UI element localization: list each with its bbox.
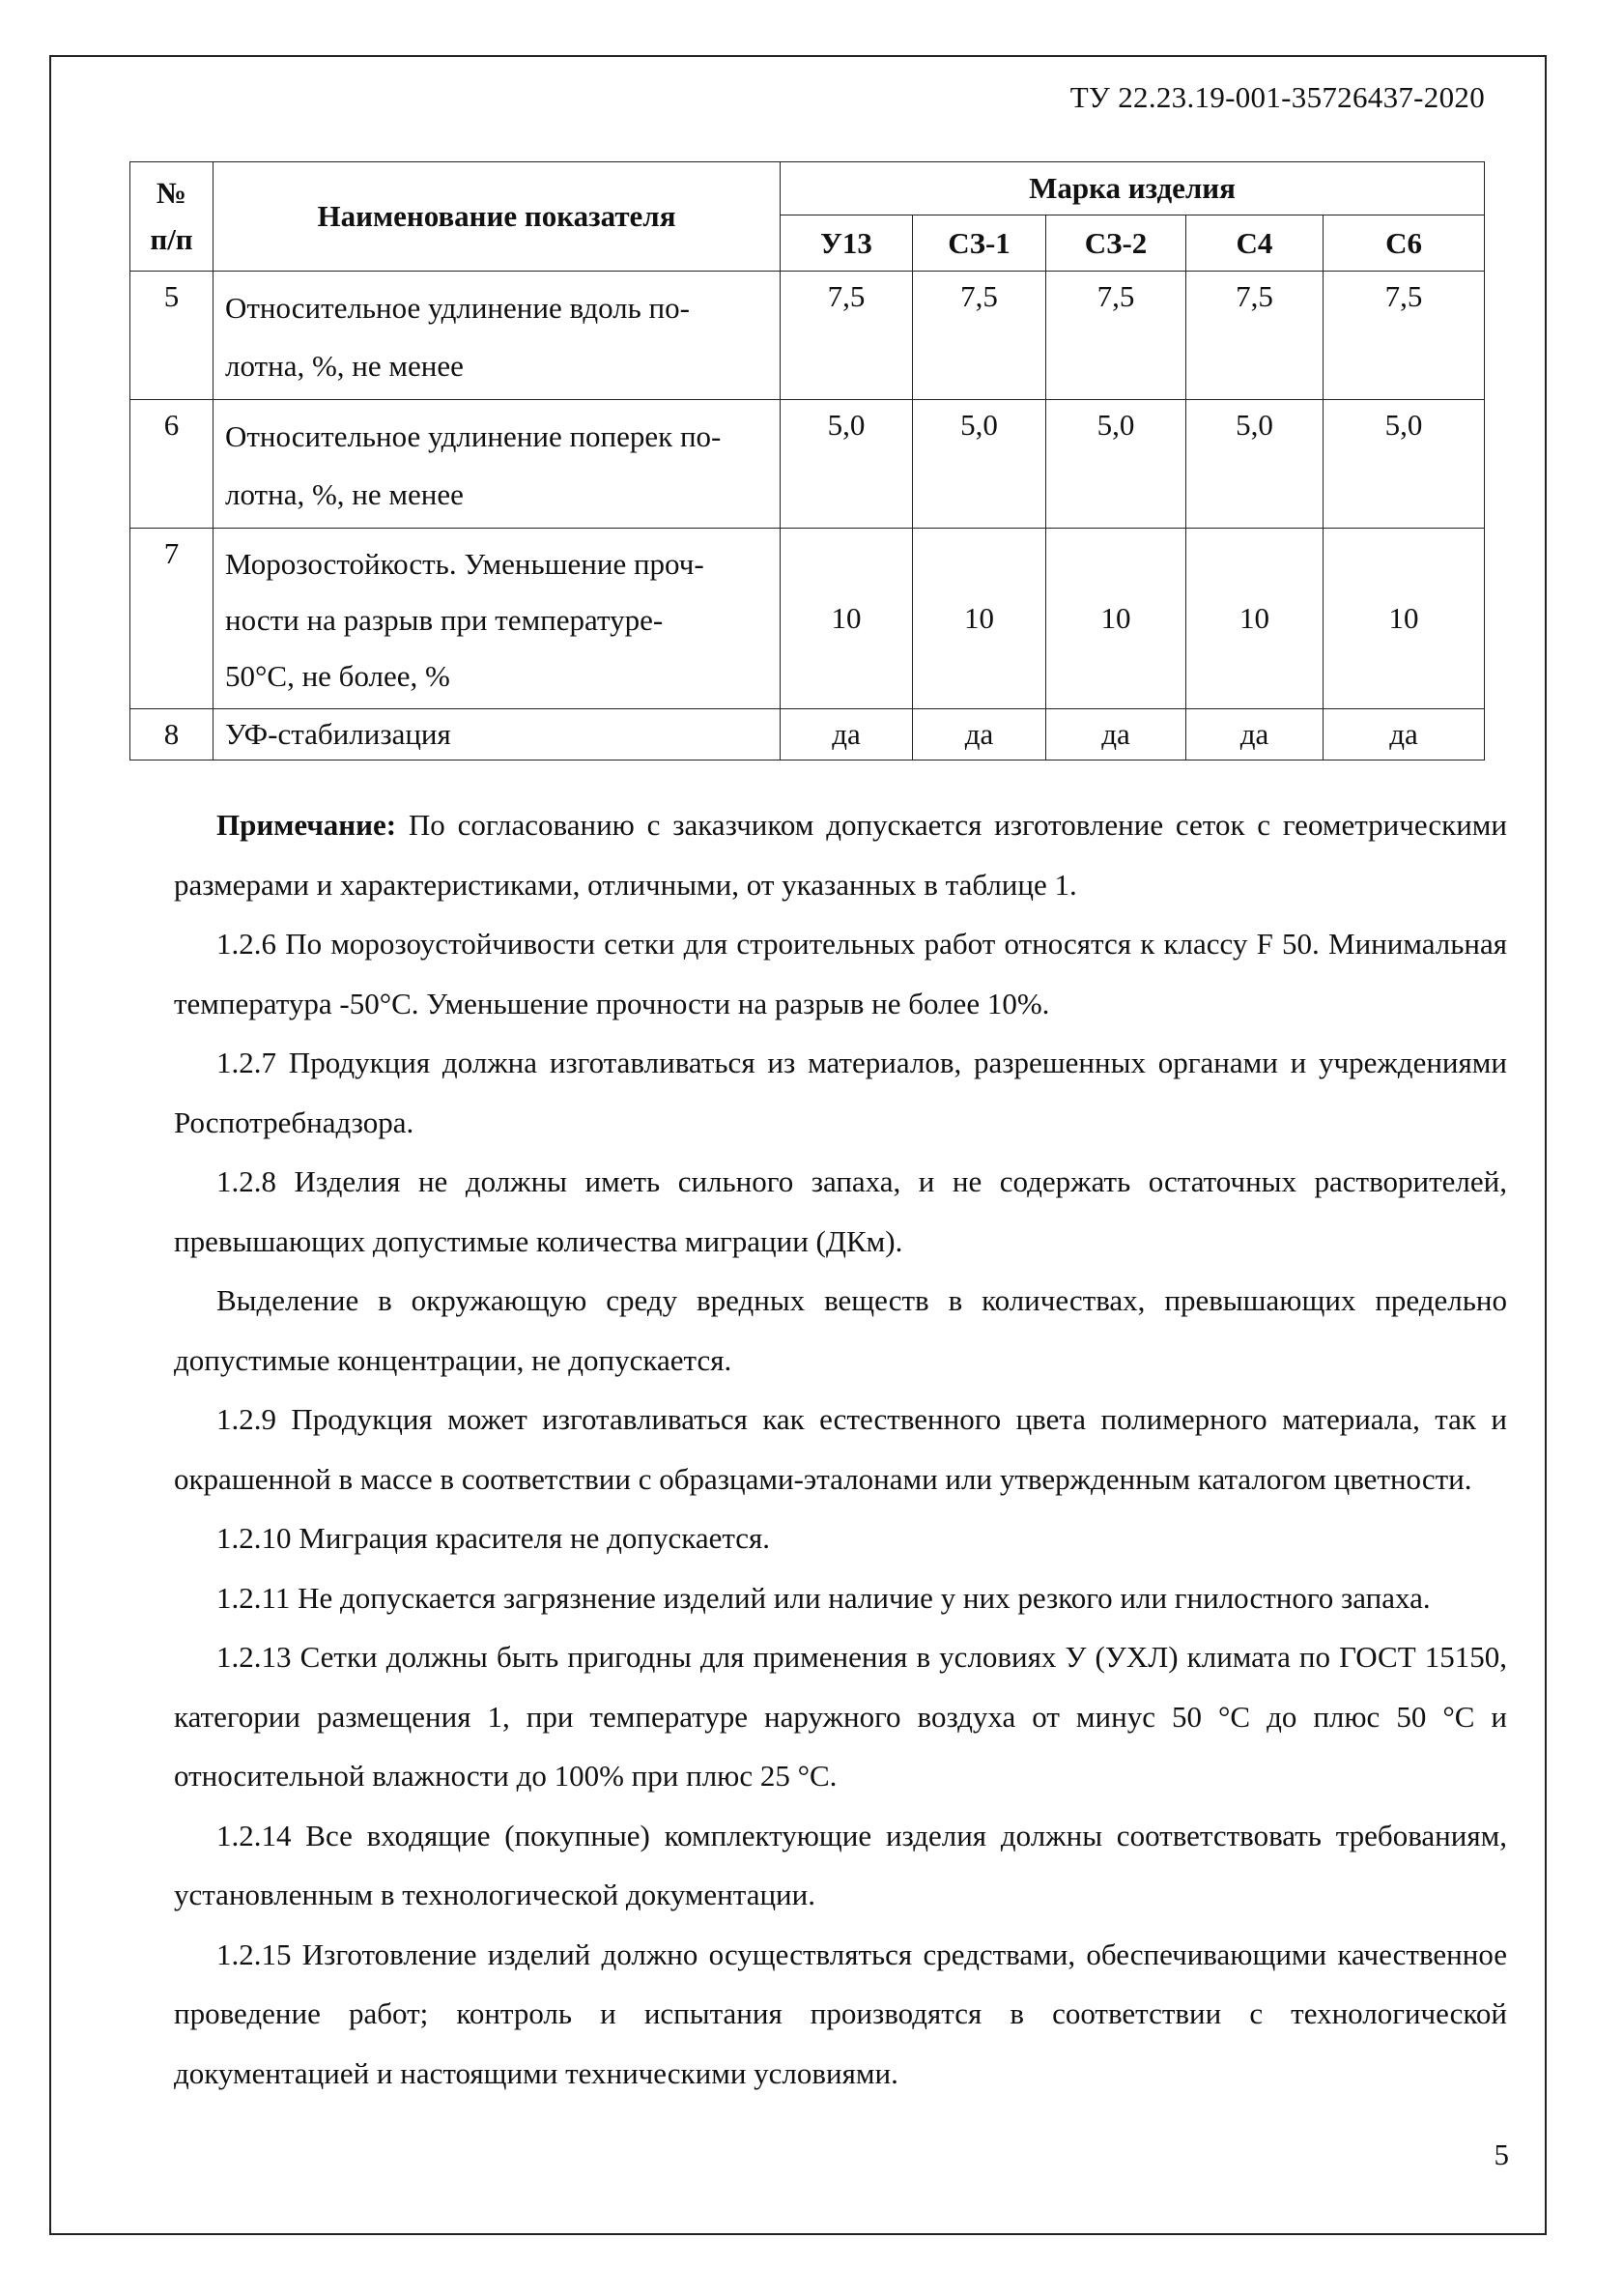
clause-1-2-9: 1.2.9 Продукция может изготавливаться как естественного цвета полимерного материала, так и окрашенной в массе в соответствии с образцами-эталонами или утвержденным каталогом цветности. [174, 1402, 1507, 1496]
row-indicator-line: лотна, %, не менее [225, 349, 464, 383]
table-row [130, 529, 1485, 709]
header-grade: СЗ-1 [913, 215, 1046, 272]
row-value: да [781, 709, 913, 761]
row-value: да [1046, 709, 1186, 761]
row-value: 5,0 [1046, 400, 1186, 529]
row-number: 6 [130, 400, 214, 529]
clause-1-2-8: 1.2.8 Изделия не должны иметь сильного запаха, и не содержать остаточных растворителей, превышающих допустимые количества миграции (ДКм). [174, 1164, 1507, 1258]
row-indicator-line: ности на разрыв при температуре- [225, 603, 664, 637]
row-indicator [214, 272, 781, 400]
page-number: 5 [1494, 2138, 1509, 2171]
clause-1-2-6: 1.2.6 По морозоустойчивости сетки для строительных работ относятся к классу F 50. Минимальная температура -50°С. Уменьшение прочности на разрыв не более 10%. [174, 927, 1507, 1020]
table-header-row [130, 162, 1485, 215]
row-indicator-line: УФ-стабилизация [225, 717, 451, 751]
row-value: 7,5 [781, 272, 913, 400]
clause-1-2-10: 1.2.10 Миграция красителя не допускается. [216, 1521, 771, 1555]
emission-paragraph: Выделение в окружающую среду вредных веществ в количествах, превышающих предельно допустимые концентрации, не допускается. [174, 1283, 1507, 1377]
row-value: 10 [913, 529, 1046, 709]
header-grade: С4 [1186, 215, 1324, 272]
row-value: 10 [1324, 529, 1485, 709]
body-text [174, 795, 1507, 2103]
clause-1-2-13: 1.2.13 Сетки должны быть пригодны для применения в условиях У (УХЛ) климата по ГОСТ 15150, категории размещения 1, при температуре наружного воздуха от минус 50 °С до плюс 50 °С и относительной влажности до 100% при плюс 25 °С. [174, 1640, 1507, 1793]
row-value: 10 [1186, 529, 1324, 709]
clause-1-2-7: 1.2.7 Продукция должна изготавливаться из материалов, разрешенных органами и учреждениями Роспотребнадзора. [174, 1046, 1507, 1139]
row-indicator [214, 400, 781, 529]
row-indicator-line: Относительное удлинение вдоль по- [225, 291, 690, 325]
row-number: 7 [130, 529, 214, 709]
header-num-line1: № [156, 176, 187, 210]
row-value: да [1186, 709, 1324, 761]
note-text: По согласованию с заказчиком допускается изготовление сеток с геометрическими размерами и характеристиками, отличными, от указанных в таблице 1. [174, 808, 1507, 902]
header-grade-group: Марка изделия [781, 162, 1485, 215]
clause-1-2-11: 1.2.11 Не допускается загрязнение изделий или наличие у них резкого или гнилостного запаха. [216, 1580, 1431, 1615]
header-num [130, 162, 214, 272]
row-value: 10 [1046, 529, 1186, 709]
table-row [130, 709, 1485, 761]
row-value: 7,5 [1324, 272, 1485, 400]
row-value: 5,0 [1186, 400, 1324, 529]
row-indicator-line: лотна, %, не менее [225, 477, 464, 511]
row-indicator-line: Морозостойкость. Уменьшение проч- [225, 547, 704, 581]
note-paragraph [174, 795, 1507, 914]
row-value: 7,5 [913, 272, 1046, 400]
row-value: 7,5 [1046, 272, 1186, 400]
note-label: Примечание: [216, 808, 397, 842]
row-indicator [214, 529, 781, 709]
clause-1-2-15: 1.2.15 Изготовление изделий должно осуществляться средствами, обеспечивающими качественное проведение работ; контроль и испытания производятся в соответствии с технологической документацией и настоящими техническими условиями. [174, 1937, 1507, 2090]
row-number: 5 [130, 272, 214, 400]
header-grade: У13 [781, 215, 913, 272]
row-value: 5,0 [781, 400, 913, 529]
document-code: ТУ 22.23.19-001-35726437-2020 [1069, 80, 1485, 114]
row-indicator [214, 709, 781, 761]
clause-1-2-14: 1.2.14 Все входящие (покупные) комплектующие изделия должны соответствовать требованиям, установленным в технологической документации. [174, 1818, 1507, 1911]
spec-table [129, 161, 1485, 761]
header-num-line2: п/п [150, 222, 193, 256]
header-grade: С6 [1324, 215, 1485, 272]
row-value: 7,5 [1186, 272, 1324, 400]
row-value: да [1324, 709, 1485, 761]
table-row [130, 272, 1485, 400]
row-value: 5,0 [913, 400, 1046, 529]
row-indicator-line: Относительное удлинение поперек по- [225, 419, 722, 453]
row-value: 10 [781, 529, 913, 709]
row-indicator-line: 50°С, не более, % [225, 659, 450, 693]
header-name: Наименование показателя [214, 162, 781, 272]
header-grade: СЗ-2 [1046, 215, 1186, 272]
row-number: 8 [130, 709, 214, 761]
table-row [130, 400, 1485, 529]
row-value: 5,0 [1324, 400, 1485, 529]
row-value: да [913, 709, 1046, 761]
